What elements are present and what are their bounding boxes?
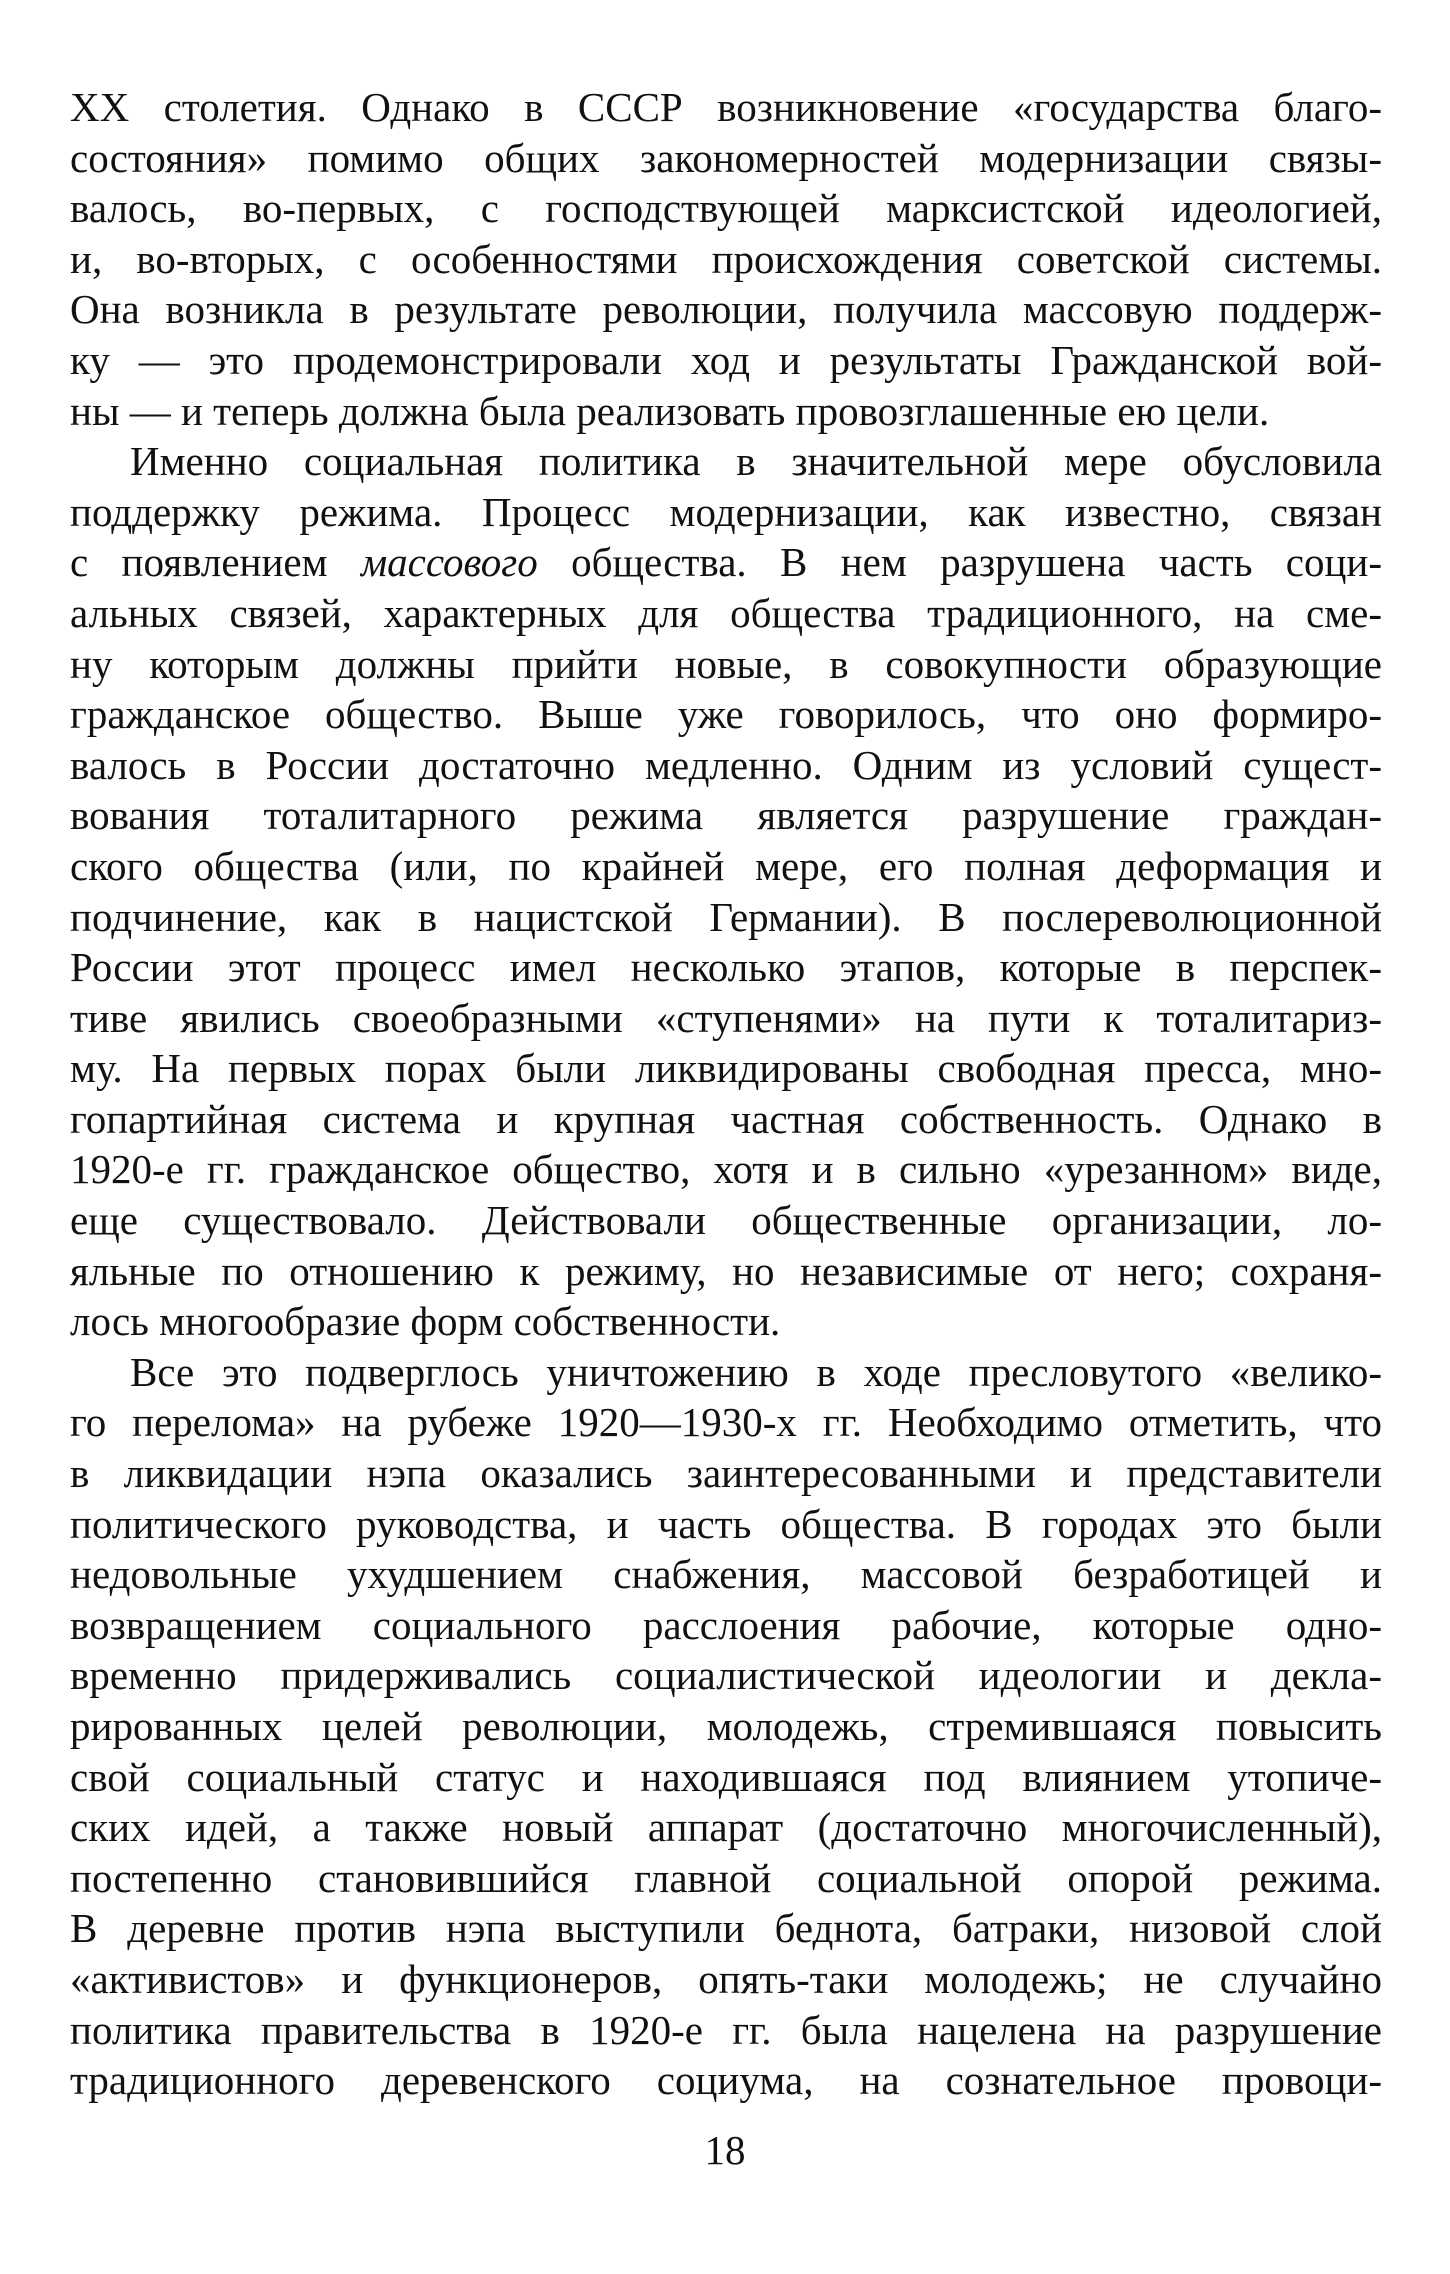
text-line: ку — это продемонстрировали ход и результаты Гражданской вой- [70,336,1382,383]
text-line: политика правительства в 1920-е гг. была нацелена на разрушение [70,2006,1382,2053]
text-line: Именно социальная политика в значительной мере обусловила [130,438,1382,485]
text-line: еще существовало. Действовали общественные организации, ло- [70,1197,1382,1244]
text-line: 1920-е гг. гражданское общество, хотя и в сильно «урезанном» виде, [70,1146,1382,1193]
text-line: состояния» помимо общих закономерностей модернизации связы- [70,134,1382,181]
text-line: го перелома» на рубеже 1920—1930-х гг. Необходимо отметить, что [70,1399,1382,1446]
paragraph [70,82,1382,436]
text-line: альных связей, характерных для общества традиционного, на сме- [70,589,1382,636]
text-line: рированных целей революции, молодежь, стремившаяся повысить [70,1703,1382,1749]
text-line: В деревне против нэпа выступили беднота, батраки, низовой слой [70,1905,1382,1952]
text-line: Она возникла в результате революции, получила массовую поддерж- [70,286,1382,333]
text-line: подчинение, как в нацистской Германии). В послереволюционной [70,893,1382,940]
paragraph [70,1347,1382,2106]
text-line: му. На первых порах были ликвидированы свободная пресса, мно- [70,1045,1382,1092]
text-line: ских идей, а также новый аппарат (достаточно многочисленный), [70,1804,1382,1851]
text-line: ны — и теперь должна была реализовать провозглашенные ею цели. [70,387,1270,434]
text-line: России этот процесс имел несколько этапов, которые в перспек- [70,944,1382,991]
text-line: с появлением массового общества. В нем разрушена часть соци- [70,539,1382,586]
text-line: постепенно становившийся главной социальной опорой режима. [70,1854,1382,1901]
paragraph [70,436,1382,1347]
text-line: валось, во-первых, с господствующей марксистской идеологией, [70,185,1382,232]
text-line: Все это подверглось уничтожению в ходе пресловутого «велико- [130,1348,1382,1395]
page-body [70,82,1382,2106]
text-line: и, во-вторых, с особенностями происхождения советской системы. [70,235,1382,282]
text-line: ну которым должны прийти новые, в совокупности образующие [70,640,1382,687]
page-number: 18 [704,2127,746,2173]
text-line: недовольные ухудшением снабжения, массовой безработицей и [70,1551,1382,1598]
text-line: гопартийная система и крупная частная собственность. Однако в [70,1095,1382,1142]
text-line: свой социальный статус и находившаяся под влиянием утопиче- [70,1753,1382,1800]
text-line: тиве явились своеобразными «ступенями» на пути к тоталитариз- [70,994,1382,1041]
text-line: ского общества (или, по крайней мере, его полная деформация и [70,842,1382,889]
text-line: политического руководства, и часть общества. В городах это были [70,1500,1382,1547]
text-line: в ликвидации нэпа оказались заинтересованными и представители [70,1450,1382,1497]
text-line: традиционного деревенского социума, на сознательное провоци- [70,2057,1382,2104]
text-line: валось в России достаточно медленно. Одним из условий сущест- [70,741,1382,788]
text-line: яльные по отношению к режиму, но независимые от него; сохраня- [70,1247,1382,1294]
text-line: временно придерживались социалистической идеологии и декла- [70,1652,1382,1699]
text-line: лось многообразие форм собственности. [70,1298,781,1345]
text-line: гражданское общество. Выше уже говорилось, что оно формиро- [70,691,1382,738]
text-line: возвращением социального расслоения рабочие, которые одно- [70,1601,1382,1648]
text-line: «активистов» и функционеров, опять-таки молодежь; не случайно [70,1955,1382,2002]
text-line: поддержку режима. Процесс модернизации, как известно, связан [70,488,1382,535]
text-line: XX столетия. Однако в СССР возникновение «государства благо- [70,84,1382,130]
text-line: вования тоталитарного режима является разрушение граждан- [70,792,1382,839]
